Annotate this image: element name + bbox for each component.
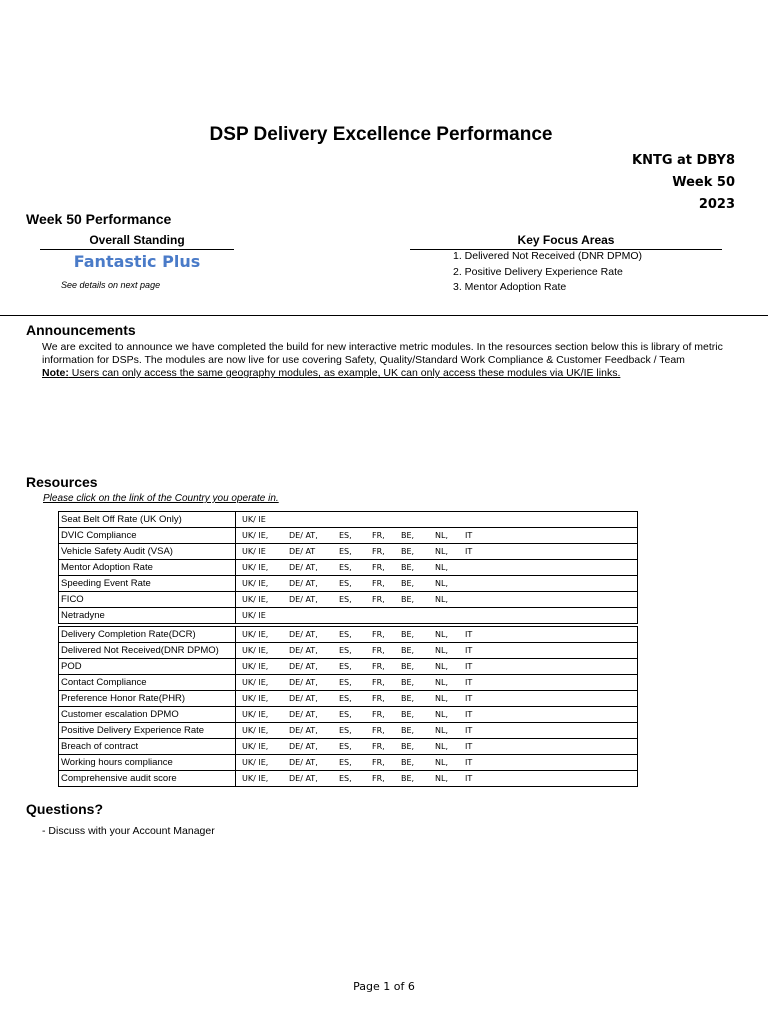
country-link[interactable]: DE/ AT,	[289, 726, 318, 735]
table-row	[59, 771, 638, 787]
focus-item: 2. Positive Delivery Experience Rate	[453, 265, 623, 278]
country-link[interactable]: BE,	[401, 579, 415, 588]
country-link[interactable]: UK/ IE,	[242, 630, 269, 639]
country-link[interactable]: FR,	[372, 742, 385, 751]
metric-name: Seat Belt Off Rate (UK Only)	[59, 512, 236, 528]
metric-name: DVIC Compliance	[59, 528, 236, 544]
country-link[interactable]: NL,	[435, 726, 448, 735]
announcements-heading: Announcements	[26, 322, 136, 338]
country-link[interactable]: BE,	[401, 758, 415, 767]
country-link[interactable]: UK/ IE	[242, 547, 266, 556]
metric-name: Speeding Event Rate	[59, 576, 236, 592]
country-link[interactable]: NL,	[435, 646, 448, 655]
country-link[interactable]: BE,	[401, 742, 415, 751]
metric-name: Mentor Adoption Rate	[59, 560, 236, 576]
country-link[interactable]: BE,	[401, 630, 415, 639]
country-links	[236, 627, 638, 643]
country-link[interactable]: BE,	[401, 662, 415, 671]
country-link[interactable]: BE,	[401, 774, 415, 783]
country-links	[236, 707, 638, 723]
country-link[interactable]: FR,	[372, 726, 385, 735]
country-link[interactable]: FR,	[372, 758, 385, 767]
overall-standing-label: Overall Standing	[89, 233, 185, 247]
note-label: Note:	[42, 367, 69, 379]
country-link[interactable]: DE/ AT,	[289, 563, 318, 572]
metric-name: Customer escalation DPMO	[59, 707, 236, 723]
country-link[interactable]: UK/ IE,	[242, 579, 269, 588]
meta-week: Week 50	[672, 175, 735, 190]
country-link[interactable]: BE,	[401, 710, 415, 719]
country-link[interactable]: DE/ AT,	[289, 595, 318, 604]
key-focus-label: Key Focus Areas	[517, 233, 615, 247]
page-title: DSP Delivery Excellence Performance	[209, 124, 553, 145]
country-link[interactable]: ES,	[339, 579, 352, 588]
section-divider	[0, 315, 768, 316]
table-row	[59, 739, 638, 755]
country-link[interactable]: IT	[465, 758, 473, 767]
country-link[interactable]: FR,	[372, 595, 385, 604]
table-row	[59, 627, 638, 643]
country-link[interactable]: ES,	[339, 563, 352, 572]
country-links	[236, 755, 638, 771]
country-links	[236, 659, 638, 675]
country-link[interactable]: IT	[465, 678, 473, 687]
standing-rule	[40, 249, 234, 250]
country-link[interactable]: FR,	[372, 774, 385, 783]
resources-table-quality	[58, 626, 638, 787]
country-link[interactable]: NL,	[435, 774, 448, 783]
country-link[interactable]: ES,	[339, 726, 352, 735]
country-links	[236, 512, 638, 528]
country-links	[236, 528, 638, 544]
country-link[interactable]: IT	[465, 710, 473, 719]
focus-item: 1. Delivered Not Received (DNR DPMO)	[453, 250, 643, 262]
country-link[interactable]: FR,	[372, 694, 385, 703]
country-link[interactable]: DE/ AT,	[289, 630, 318, 639]
metric-name: Contact Compliance	[59, 675, 236, 691]
note-text: Users can only access the same geography modules, as example, UK can only access these modules via UK/IE links.	[68, 367, 621, 379]
country-link[interactable]: UK/ IE,	[242, 710, 269, 719]
performance-heading: Week 50 Performance	[26, 211, 172, 227]
country-link[interactable]: BE,	[401, 646, 415, 655]
questions-heading: Questions?	[26, 801, 104, 817]
country-link[interactable]: NL,	[435, 579, 448, 588]
country-link[interactable]: BE,	[401, 563, 415, 572]
country-link[interactable]: UK/ IE,	[242, 726, 269, 735]
metric-name: Delivery Completion Rate(DCR)	[59, 627, 236, 643]
country-link[interactable]: DE/ AT,	[289, 774, 318, 783]
country-link[interactable]: DE/ AT	[289, 547, 316, 556]
country-link[interactable]: UK/ IE,	[242, 742, 269, 751]
resources-instruction: Please click on the link of the Country you operate in.	[43, 493, 279, 504]
announcement-line: We are excited to announce we have completed the build for new interactive metric modules. In the resources section below this is library of metric	[42, 341, 723, 353]
country-link[interactable]: NL,	[435, 694, 448, 703]
country-link[interactable]: BE,	[401, 595, 415, 604]
country-link[interactable]: NL,	[435, 710, 448, 719]
table-row	[59, 659, 638, 675]
country-links	[236, 723, 638, 739]
country-link[interactable]: DE/ AT,	[289, 662, 318, 671]
country-link[interactable]: FR,	[372, 563, 385, 572]
metric-name: Preference Honor Rate(PHR)	[59, 691, 236, 707]
country-link[interactable]: FR,	[372, 646, 385, 655]
country-link[interactable]: ES,	[339, 630, 352, 639]
questions-text: - Discuss with your Account Manager	[42, 825, 215, 837]
country-link[interactable]: NL,	[435, 630, 448, 639]
country-link[interactable]: DE/ AT,	[289, 758, 318, 767]
country-link[interactable]: DE/ AT,	[289, 531, 318, 540]
country-link[interactable]: NL,	[435, 547, 448, 556]
table-row	[59, 707, 638, 723]
focus-list	[453, 249, 642, 296]
table-row	[59, 544, 638, 560]
country-link[interactable]: DE/ AT,	[289, 710, 318, 719]
country-link[interactable]: NL,	[435, 563, 448, 572]
country-link[interactable]: FR,	[372, 678, 385, 687]
country-link[interactable]: BE,	[401, 694, 415, 703]
metric-name: FICO	[59, 592, 236, 608]
table-row	[59, 643, 638, 659]
country-links	[236, 544, 638, 560]
country-link[interactable]: DE/ AT,	[289, 694, 318, 703]
table-row	[59, 576, 638, 592]
country-links	[236, 739, 638, 755]
country-link[interactable]: BE,	[401, 726, 415, 735]
country-link[interactable]: ES,	[339, 646, 352, 655]
country-link[interactable]: FR,	[372, 630, 385, 639]
country-link[interactable]: FR,	[372, 662, 385, 671]
country-link[interactable]: NL,	[435, 678, 448, 687]
country-link[interactable]: FR,	[372, 547, 385, 556]
table-row	[59, 755, 638, 771]
country-link[interactable]: UK/ IE,	[242, 646, 269, 655]
table-row	[59, 560, 638, 576]
country-link[interactable]: IT	[465, 646, 473, 655]
country-links	[236, 643, 638, 659]
metric-name: Netradyne	[59, 608, 236, 624]
announcements-text	[42, 341, 742, 380]
country-link[interactable]: NL,	[435, 758, 448, 767]
country-link[interactable]: FR,	[372, 710, 385, 719]
metric-name: Comprehensive audit score	[59, 771, 236, 787]
country-links	[236, 691, 638, 707]
table-row	[59, 592, 638, 608]
country-link[interactable]: BE,	[401, 547, 415, 556]
table-row	[59, 512, 638, 528]
country-link[interactable]: UK/ IE,	[242, 694, 269, 703]
country-link[interactable]: IT	[465, 694, 473, 703]
country-link[interactable]: IT	[465, 531, 473, 540]
country-link[interactable]: NL,	[435, 742, 448, 751]
country-link[interactable]: UK/ IE	[242, 611, 266, 620]
country-link[interactable]: IT	[465, 742, 473, 751]
country-link[interactable]: NL,	[435, 531, 448, 540]
country-link[interactable]: BE,	[401, 678, 415, 687]
country-link[interactable]: DE/ AT,	[289, 678, 318, 687]
standing-value: Fantastic Plus	[73, 252, 201, 271]
country-link[interactable]: FR,	[372, 579, 385, 588]
metric-name: Positive Delivery Experience Rate	[59, 723, 236, 739]
country-links	[236, 771, 638, 787]
country-links	[236, 592, 638, 608]
country-link[interactable]: DE/ AT,	[289, 742, 318, 751]
country-link[interactable]: ES,	[339, 547, 352, 556]
metric-name: Working hours compliance	[59, 755, 236, 771]
country-links	[236, 675, 638, 691]
standing-note: See details on next page	[61, 280, 161, 290]
metric-name: Delivered Not Received(DNR DPMO)	[59, 643, 236, 659]
country-link[interactable]: BE,	[401, 531, 415, 540]
metric-name: POD	[59, 659, 236, 675]
table-row	[59, 691, 638, 707]
country-link[interactable]: IT	[465, 774, 473, 783]
country-link[interactable]: ES,	[339, 694, 352, 703]
country-links	[236, 560, 638, 576]
country-link[interactable]: IT	[465, 662, 473, 671]
country-links	[236, 576, 638, 592]
country-link[interactable]: UK/ IE	[242, 515, 266, 524]
focus-item: 3. Mentor Adoption Rate	[453, 281, 567, 293]
country-link[interactable]: ES,	[339, 758, 352, 767]
country-link[interactable]: FR,	[372, 531, 385, 540]
table-row	[59, 528, 638, 544]
report-meta	[632, 150, 735, 216]
resources-heading: Resources	[26, 474, 98, 490]
country-link[interactable]: IT	[465, 630, 473, 639]
table-row	[59, 608, 638, 624]
country-link[interactable]: NL,	[435, 662, 448, 671]
country-link[interactable]: IT	[465, 547, 473, 556]
meta-year: 2023	[698, 197, 735, 212]
country-link[interactable]: ES,	[339, 595, 352, 604]
country-link[interactable]: UK/ IE,	[242, 678, 269, 687]
country-link[interactable]: UK/ IE,	[242, 774, 269, 783]
country-link[interactable]: UK/ IE,	[242, 595, 269, 604]
table-row	[59, 723, 638, 739]
country-link[interactable]: ES,	[339, 742, 352, 751]
announcement-note	[42, 367, 742, 380]
country-links	[236, 608, 638, 624]
announcement-line: information for DSPs. The modules are now live for use covering Safety, Quality/Standard Work Compliance & Customer Feedback / Team	[42, 354, 685, 366]
meta-station: KNTG at DBY8	[632, 153, 735, 168]
country-link[interactable]: ES,	[339, 678, 352, 687]
country-link[interactable]: NL,	[435, 595, 448, 604]
country-link[interactable]: UK/ IE,	[242, 531, 269, 540]
table-row	[59, 675, 638, 691]
resources-table-safety	[58, 511, 638, 624]
country-link[interactable]: ES,	[339, 662, 352, 671]
country-link[interactable]: UK/ IE,	[242, 662, 269, 671]
country-link[interactable]: ES,	[339, 774, 352, 783]
country-link[interactable]: DE/ AT,	[289, 579, 318, 588]
country-link[interactable]: UK/ IE,	[242, 758, 269, 767]
country-link[interactable]: ES,	[339, 531, 352, 540]
country-link[interactable]: DE/ AT,	[289, 646, 318, 655]
country-link[interactable]: IT	[465, 726, 473, 735]
metric-name: Vehicle Safety Audit (VSA)	[59, 544, 236, 560]
page-number: Page 1 of 6	[353, 980, 415, 993]
country-link[interactable]: UK/ IE,	[242, 563, 269, 572]
metric-name: Breach of contract	[59, 739, 236, 755]
country-link[interactable]: ES,	[339, 710, 352, 719]
